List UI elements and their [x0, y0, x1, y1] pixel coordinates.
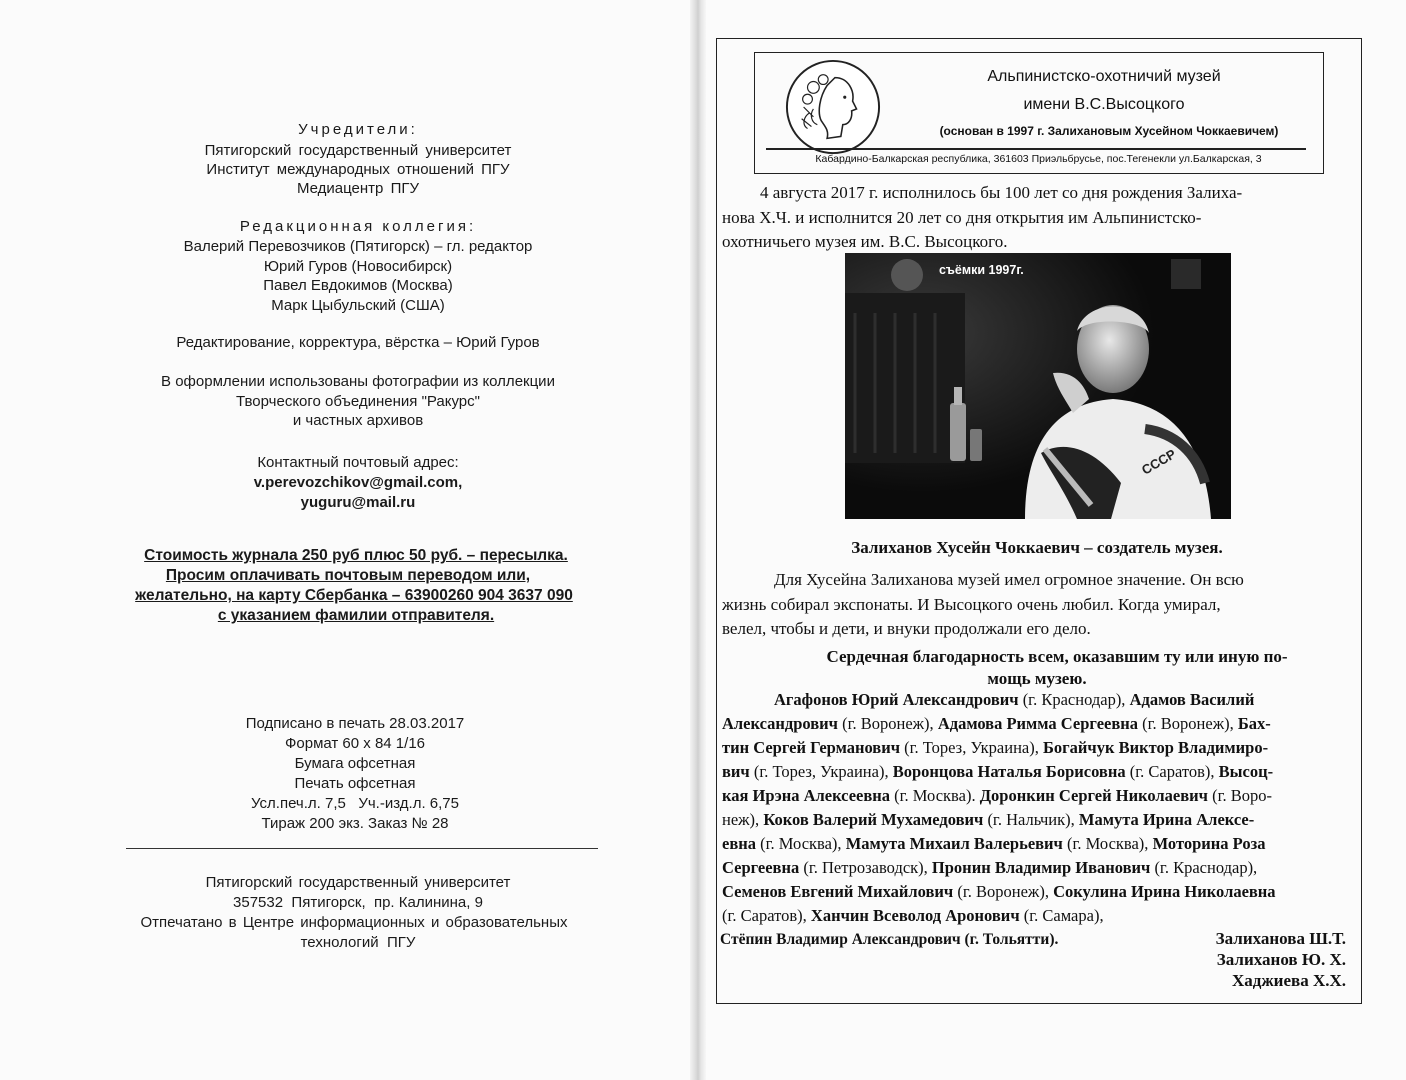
- imprint-print: Печать офсетная: [294, 775, 416, 792]
- city: (г. Воронеж),: [953, 882, 1054, 901]
- board-heading: Редакционная коллегия:: [239, 218, 477, 235]
- person-name: Ханчин Всеволод Аронович: [810, 906, 1020, 925]
- person-name: Мамута Ирина Алексе-: [1078, 810, 1255, 829]
- thanks-heading: [722, 646, 1352, 690]
- founders-heading: Учредители:: [298, 121, 418, 138]
- publisher-line: 357532 Пятигорск, пр. Калинина, 9: [233, 894, 483, 911]
- person-name: Сокулина Ирина Николаевна: [1053, 882, 1276, 901]
- text-line: охотничьего музея им. В.С. Высоцкого.: [722, 232, 1008, 251]
- person-name: Адамов Василий: [1129, 690, 1255, 709]
- city: (г. Саратов),: [722, 906, 811, 925]
- founder-line: Институт международных отношений ПГУ: [206, 161, 510, 178]
- photo-credit: В оформлении использованы фотографии из коллекции: [161, 373, 555, 390]
- city: (г. Торез, Украина),: [749, 762, 893, 781]
- city: (г. Краснодар),: [1150, 858, 1258, 877]
- person-name: Доронкин Сергей Николаевич: [979, 786, 1208, 805]
- story-paragraph: [722, 568, 1352, 642]
- museum-address: Кабардино-Балкарская республика, 361603 Приэльбрусье, пос.Тегенекли ул.Балкарская, 3: [815, 153, 1262, 165]
- person-name: Александрович: [722, 714, 838, 733]
- city: (г. Москва),: [1062, 834, 1153, 853]
- person-name: Сергеевна: [722, 858, 800, 877]
- names-line: [722, 736, 1352, 760]
- names-line: [722, 880, 1352, 904]
- person-name: тин Сергей Германович: [722, 738, 901, 757]
- imprint-paper: Бумага офсетная: [294, 755, 416, 772]
- portrait-photo: [845, 253, 1231, 519]
- contact-label: Контактный почтовый адрес:: [257, 454, 459, 471]
- board-member: Валерий Перевозчиков (Пятигорск) – гл. редактор: [183, 238, 533, 255]
- names-line: [722, 688, 1352, 712]
- museum-founded: (основан в 1997 г. Залихановым Хусейном Чоккаевичем): [939, 124, 1279, 138]
- signature: Залиханова Ш.Т.: [1215, 929, 1346, 948]
- publisher-line: Пятигорский государственный университет: [205, 874, 511, 891]
- board-member: Марк Цыбульский (США): [271, 297, 445, 314]
- imprint-run: Тираж 200 экз. Заказ № 28: [261, 815, 449, 832]
- signature: Залиханов Ю. Х.: [1216, 950, 1346, 969]
- person-name: Мамута Михаил Валерьевич: [845, 834, 1063, 853]
- text-line: велел, чтобы и дети, и внуки продолжали его дело.: [722, 619, 1091, 638]
- person-name: Богайчук Виктор Владимиро-: [1043, 738, 1269, 757]
- names-line: [722, 808, 1352, 832]
- city: (г. Воро-: [1207, 786, 1272, 805]
- signature: Хаджиева Х.Х.: [1231, 971, 1346, 990]
- price-line: Стоимость журнала 250 руб плюс 50 руб. – пересылка.: [144, 547, 568, 564]
- person-name: кая Ирэна Алексеевна: [722, 786, 891, 805]
- city: (г. Москва).: [890, 786, 980, 805]
- board-member: Юрий Гуров (Новосибирск): [263, 258, 453, 275]
- board-member: Павел Евдокимов (Москва): [263, 277, 453, 294]
- price-line: с указанием фамилии отправителя.: [217, 607, 495, 624]
- names-line: [722, 904, 1352, 928]
- city: (г. Краснодар),: [1018, 690, 1130, 709]
- publisher-line: Отпечатано в Центре информационных и образовательных: [140, 914, 568, 931]
- photo-credit: Творческого объединения "Ракурс": [236, 393, 480, 410]
- person-name: Адамова Римма Сергеевна: [937, 714, 1139, 733]
- photo-credit: и частных архивов: [292, 412, 424, 429]
- publisher-line: технологий ПГУ: [300, 934, 416, 951]
- imprint-format: Формат 60 х 84 1/16: [284, 735, 426, 752]
- city: (г. Воронеж),: [1138, 714, 1238, 733]
- imprint-sheets: Усл.печ.л. 7,5 Уч.-изд.л. 6,75: [251, 795, 459, 812]
- contact-email[interactable]: v.perevozchikov@gmail.com,: [253, 474, 463, 491]
- text-line: 4 августа 2017 г. исполнилось бы 100 лет со дня рождения Залиха-: [760, 183, 1243, 202]
- person-name: Моторина Роза: [1152, 834, 1266, 853]
- person-name: Пронин Владимир Иванович: [931, 858, 1151, 877]
- portrait-image: [845, 253, 1231, 519]
- right-page: [706, 0, 1406, 1080]
- imprint-signed: Подписано в печать 28.03.2017: [245, 715, 465, 732]
- names-line: [722, 712, 1352, 736]
- left-page: [0, 0, 690, 1080]
- intro-paragraph: [722, 181, 1352, 255]
- person-name: вич: [722, 762, 750, 781]
- names-line: [722, 856, 1352, 880]
- city: (г. Самара),: [1019, 906, 1104, 925]
- person-name: Бах-: [1237, 714, 1271, 733]
- founder-line: Пятигорский государственный университет: [204, 142, 512, 159]
- person-name: Высоц-: [1218, 762, 1274, 781]
- divider: [126, 848, 598, 849]
- editing-credit: Редактирование, корректура, вёрстка – Юрий Гуров: [176, 334, 540, 351]
- museum-title-name: имени В.С.Высоцкого: [1023, 96, 1185, 113]
- thanks-names: [722, 688, 1352, 952]
- city: (г. Воронеж),: [837, 714, 938, 733]
- thanks-line: Сердечная благодарность всем, оказавшим ту или иную по-: [826, 647, 1288, 666]
- price-line: желательно, на карту Сбербанка – 63900260 904 3637 090: [135, 587, 573, 604]
- person-name: Стёпин Владимир Александрович (г. Тольятти).: [720, 931, 1059, 948]
- price-line: Просим оплачивать почтовым переводом или,: [165, 567, 531, 584]
- names-line: [722, 832, 1352, 856]
- person-name: Агафонов Юрий Александрович: [774, 690, 1019, 709]
- person-name: евна: [722, 834, 756, 853]
- text-line: Для Хусейна Залиханова музей имел огромное значение. Он всю: [774, 570, 1244, 589]
- city: (г. Саратов),: [1125, 762, 1219, 781]
- header-rule: [766, 148, 1306, 150]
- city: (г. Нальчик),: [983, 810, 1079, 829]
- names-line: [722, 760, 1352, 784]
- person-name: Воронцова Наталья Борисовна: [892, 762, 1126, 781]
- book-gutter: [690, 0, 706, 1080]
- city: (г. Петрозаводск),: [799, 858, 932, 877]
- person-name: Коков Валерий Мухамедович: [763, 810, 984, 829]
- photo-label: съёмки 1997г.: [939, 263, 1024, 277]
- person-name: Семенов Евгений Михайлович: [722, 882, 954, 901]
- thanks-line: мощь музею.: [987, 669, 1087, 688]
- city: неж),: [722, 810, 764, 829]
- city: (г. Торез, Украина),: [900, 738, 1043, 757]
- founder-line: Медиацентр ПГУ: [296, 180, 419, 197]
- contact-email[interactable]: yuguru@mail.ru: [300, 494, 416, 511]
- text-line: жизнь собирал экспонаты. И Высоцкого очень любил. Когда умирал,: [722, 594, 1221, 614]
- text-line: нова Х.Ч. и исполнится 20 лет со дня открытия им Альпинистско-: [722, 207, 1202, 227]
- museum-title: Альпинистско-охотничий музей: [987, 68, 1221, 85]
- names-line: [722, 784, 1352, 808]
- city: (г. Москва),: [756, 834, 846, 853]
- photo-caption: Залиханов Хусейн Чоккаевич – создатель музея.: [851, 538, 1223, 557]
- jersey-text: СССР: [1139, 446, 1179, 478]
- museum-logo-icon: [784, 58, 882, 156]
